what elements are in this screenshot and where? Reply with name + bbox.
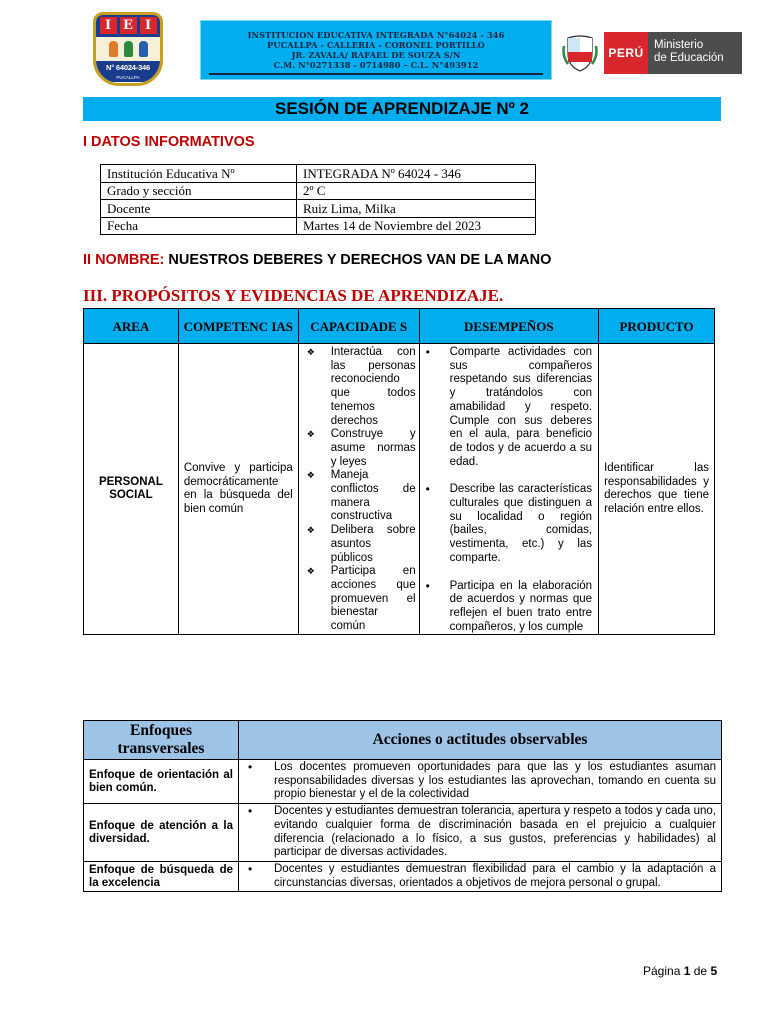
table-row [84, 760, 722, 804]
producto-cell: Identificar las responsabilidades y derechos que tiene relación entre ellos. [599, 344, 715, 635]
page-word: Página [643, 964, 681, 978]
column-header: DESEMPEÑOS [419, 309, 598, 344]
list-item: • Docentes y estudiantes demuestran flexibilidad para el cambio y la adaptación a circunstancias diversas, orientados a objetivos de mejora personal o grupal. [244, 863, 716, 890]
area-cell: PERSONAL SOCIAL [84, 344, 179, 635]
list-item: • Describe las características culturales que distinguen a su localidad o región (bailes, comidas, vestimenta, etc.) y las comparte. [422, 483, 592, 565]
table-row [101, 182, 536, 200]
info-value: Ruiz Lima, Milka [297, 200, 536, 218]
section-nombre [83, 252, 551, 268]
school-codes: C.M. N°0271338 - 0714980 – C.L. N°493912 [273, 60, 479, 70]
purposes-table [83, 308, 715, 635]
info-label: Grado y sección [101, 182, 297, 200]
section-propositos-heading: III. PROPÓSITOS Y EVIDENCIAS DE APRENDIZAJE. [83, 286, 504, 305]
desempenos-cell [419, 344, 598, 635]
logo-city: PUCALLPA [96, 74, 160, 82]
table-header-row [84, 309, 715, 344]
column-header: COMPETENC IAS [178, 309, 298, 344]
section-datos-heading: I DATOS INFORMATIVOS [83, 134, 255, 150]
enfoque-name: Enfoque de búsqueda de la excelencia [84, 861, 239, 891]
enfoque-action-cell [239, 760, 722, 804]
info-label: Docente [101, 200, 297, 218]
list-item: ❖ Interactúa con las personas reconociendo que todos tenemos derechos [301, 346, 416, 428]
list-item: ❖ Maneja conflictos de manera constructiva [301, 469, 416, 524]
enfoques-table [83, 720, 722, 892]
enfoque-action-list [244, 863, 716, 890]
enfoque-action-cell [239, 861, 722, 891]
peru-label: PERÚ [604, 32, 648, 74]
table-row [84, 804, 722, 862]
list-item: • Los docentes promueven oportunidades para que las y los estudiantes asuman responsabilidades diversas y los estudiantes las aprovechan, tomando en cuenta su propio bienestar y el de la colectividad [244, 761, 716, 802]
column-header: Enfoques transversales [84, 721, 239, 760]
banner-rule [209, 73, 543, 75]
info-label: Institución Educativa Nº [101, 165, 297, 183]
national-shield-icon [562, 34, 598, 72]
ministry-name-line: Ministerio [654, 39, 704, 51]
school-address: JR. ZAVALA/ RAFAEL DE SOUZA S/N [291, 50, 461, 60]
table-row [101, 217, 536, 235]
column-header: CAPACIDADE S [298, 309, 419, 344]
enfoque-name: Enfoque de atención a la diversidad. [84, 804, 239, 862]
column-header: AREA [84, 309, 179, 344]
info-value: Martes 14 de Noviembre del 2023 [297, 217, 536, 235]
page-of-word: de [693, 964, 708, 978]
school-banner [200, 20, 552, 80]
info-value: 2º C [297, 182, 536, 200]
table-row [84, 344, 715, 635]
desempenos-list [422, 346, 592, 634]
page-total: 5 [710, 964, 718, 978]
list-item: ❖ Participa en acciones que promueven el bienestar común [301, 565, 416, 634]
ministry-logo [604, 32, 742, 74]
enfoque-action-list [244, 761, 716, 802]
enfoque-name: Enfoque de orientación al bien común. [84, 760, 239, 804]
ministry-name-line: de Educación [654, 52, 724, 64]
ministry-name [648, 32, 742, 74]
logo-letter: I [100, 17, 117, 34]
logo-children-icon [96, 37, 160, 61]
logo-letter: E [120, 17, 137, 34]
session-name: NUESTROS DEBERES Y DERECHOS VAN DE LA MANO [168, 252, 552, 268]
session-title: SESIÓN DE APRENDIZAJE Nº 2 [83, 97, 721, 121]
logo-letter: I [140, 17, 157, 34]
section-nombre-heading: II NOMBRE: [83, 252, 165, 268]
info-label: Fecha [101, 217, 297, 235]
capacidades-list [301, 346, 416, 634]
column-header: PRODUCTO [599, 309, 715, 344]
table-row [101, 200, 536, 218]
table-row [101, 165, 536, 183]
list-item: • Docentes y estudiantes demuestran tolerancia, apertura y respeto a todos y cada uno, evitando cualquier forma de discriminación basada en el prejuicio a cualquier diferencia (relacionado a lo físico, a sus gustos, preferencias y habilidades) al participar de diversas actividades. [244, 805, 716, 860]
info-table [100, 164, 536, 235]
page-current: 1 [683, 964, 691, 978]
logo-number: N° 64024-346 [96, 61, 160, 74]
list-item: ❖ Construye y asume normas y leyes [301, 428, 416, 469]
enfoque-action-cell [239, 804, 722, 862]
page-number [643, 964, 717, 978]
info-value: INTEGRADA Nº 64024 - 346 [297, 165, 536, 183]
table-row [84, 861, 722, 891]
school-location: PUCALLPA - CALLERIA - CORONEL PORTILLO [267, 40, 485, 50]
column-header: Acciones o actitudes observables [239, 721, 722, 760]
school-name: INSTITUCION EDUCATIVA INTEGRADA N°64024 - 346 [247, 30, 505, 40]
school-logo [93, 12, 163, 86]
list-item: • Comparte actividades con sus compañeros respetando sus diferencias y tratándolos con amabilidad y respeto. Cumple con sus deberes en el aula, para beneficio de todos y de acuerdo a su edad. [422, 346, 592, 469]
logo-letters [96, 15, 160, 37]
competencia-cell: Convive y participa democráticamente en la búsqueda del bien común [178, 344, 298, 635]
enfoque-action-list [244, 805, 716, 860]
list-item: • Participa en la elaboración de acuerdos y normas que reflejen el buen trato entre compañeros, y los cumple [422, 580, 592, 635]
capacidades-cell [298, 344, 419, 635]
list-item: ❖ Delibera sobre asuntos públicos [301, 524, 416, 565]
table-header-row [84, 721, 722, 760]
